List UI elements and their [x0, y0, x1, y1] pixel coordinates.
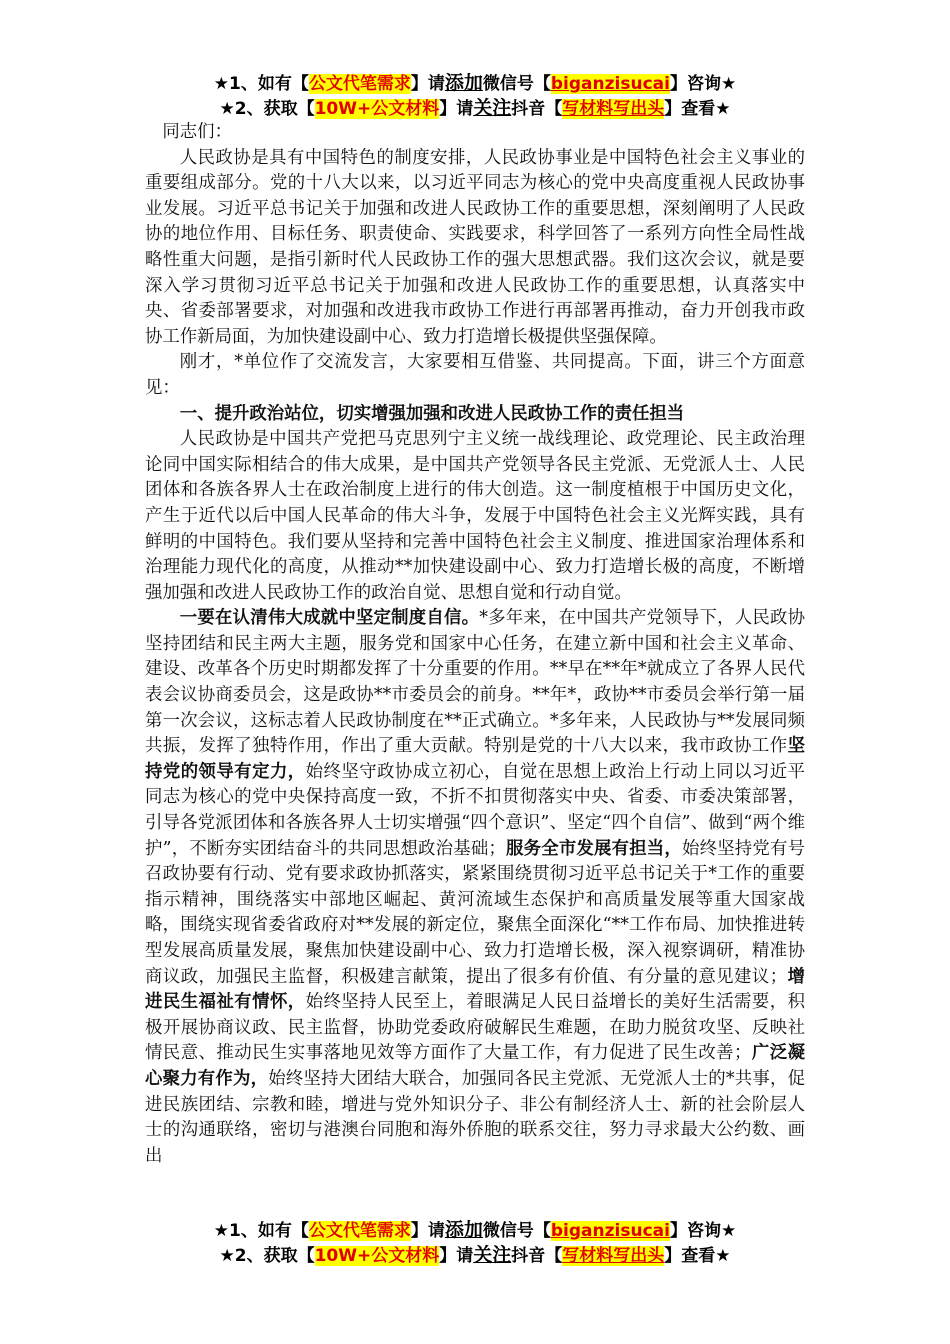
banner-text: 】请: [410, 74, 445, 94]
body-text: *多年来，在中国共产党领导下，人民政协坚持团结和民主两大主题，服务党和国家中心任务，在建立新中国和社会主义革命、建设、改革各个历史时期都发挥了十分重要的作用。**早在**年*就成立了各界人民代表会议协商委员会，这是政协**市委员会的前身。**年*，政协**市委员会举行第一届第一次会议，这标志着人民政协制度在**正式确立。*多年来，人民政协与**发展同频共振，发挥了独特作用，作出了重大贡献。特别是党的十八大以来，我市政协工作: [145, 608, 805, 757]
body-text: 始终坚持人民至上，着眼满足人民日益增长的美好生活需要，积极开展协商议政、民主监督，协助党委政府破解民生难题，在助力脱贫攻坚、反映社情民意、推动民生实事落地见效等方面作了大量工作，有力促进了民生改善；: [145, 992, 805, 1064]
banner-text: 】请: [410, 1221, 445, 1241]
highlight-tag: 10W+公文材料: [314, 1246, 440, 1266]
banner-text: 】咨询★: [669, 1221, 737, 1241]
highlight-tag: 公文代笔需求: [308, 1221, 411, 1241]
douyin-tag: 写材料写出头: [562, 1246, 665, 1266]
banner-text: 抖音【: [511, 1246, 563, 1266]
bold-point: 增进民生福祉有情怀，: [145, 966, 805, 1013]
banner-text: ★1、如有【: [213, 74, 309, 94]
emphasis-text: 关注: [473, 1244, 512, 1266]
highlight-tag: 10W+公文材料: [314, 99, 440, 119]
banner-text: 】请: [439, 1246, 474, 1266]
promo-banner-bottom-line2: [0, 1242, 950, 1269]
body-text: 始终坚守政协成立初心，自觉在思想上政治上行动上同以习近平同志为核心的党中央保持高度一致，不折不扣贯彻落实中央、省委、市委决策部署，引导各党派团体和各族各界人士切实增强“四个意识”、坚定“四个自信”、做到“两个维护”，不断夯实团结奋斗的共同思想政治基础；: [145, 761, 805, 859]
promo-banner-top-line2: [0, 95, 950, 122]
emphasis-text: 添加: [444, 1219, 483, 1241]
banner-text: 】咨询★: [669, 74, 737, 94]
banner-text: 微信号【: [482, 74, 551, 94]
paragraph-achievements: [145, 606, 805, 1169]
banner-text: ★2、获取【: [219, 1246, 315, 1266]
banner-text: 】查看★: [664, 1246, 731, 1266]
banner-text: ★2、获取【: [219, 99, 315, 119]
bold-point: 坚持党的领导有定力，: [145, 736, 805, 782]
banner-text: 】查看★: [664, 99, 731, 119]
douyin-tag: 写材料写出头: [562, 99, 665, 119]
banner-text: 抖音【: [511, 99, 563, 119]
emphasis-text: 添加: [444, 72, 483, 94]
bold-point: 服务全市发展有担当，: [505, 838, 682, 859]
paragraph-transition: 刚才，*单位作了交流发言，大家要相互借鉴、共同提高。下面，讲三个方面意见：: [145, 352, 805, 398]
banner-text: 】请: [439, 99, 474, 119]
wechat-id-tag: biganzisucai: [550, 74, 670, 94]
document-body: [145, 120, 805, 1169]
wechat-id-tag: biganzisucai: [550, 1221, 670, 1241]
bold-point: 广泛凝心聚力有作为，: [145, 1043, 805, 1089]
banner-text: ★1、如有【: [213, 1221, 309, 1241]
paragraph-section1: 人民政协是中国共产党把马克思列宁主义统一战线理论、政党理论、民主政治理论同中国实际相结合的伟大成果，是中国共产党领导各民主党派、无党派人士、人民团体和各族各界人士在政治制度上进行的伟大创造。这一制度植根于中国历史文化，产生于近代以后中国人民革命的伟大斗争，发展于中国特色社会主义光辉实践，具有鲜明的中国特色。我们要从坚持和完善中国特色社会主义制度、推进国家治理体系和治理能力现代化的高度，从推动**加快建设副中心、致力打造增长极的高度，不断增强加强和改进人民政协工作的政治自觉、思想自觉和行动自觉。: [145, 429, 805, 603]
bold-lead: 一要在认清伟大成就中坚定制度自信。: [179, 608, 480, 629]
paragraph-intro: 人民政协是具有中国特色的制度安排，人民政协事业是中国特色社会主义事业的重要组成部分。党的十八大以来，以习近平同志为核心的党中央高度重视人民政协事业发展。习近平总书记关于加强和改进人民政协工作的重要思想，深刻阐明了人民政协的地位作用、目标任务、职责使命、实践要求，科学回答了一系列方向性全局性战略性重大问题，是指引新时代人民政协工作的强大思想武器。我们这次会议，就是要深入学习贯彻习近平总书记关于加强和改进人民政协工作的重要思想，认真落实中央、省委部署要求，对加强和改进我市政协工作进行再部署再推动，奋力开创我市政协工作新局面，为加快建设副中心、致力打造增长极提供坚强保障。: [145, 147, 805, 347]
banner-text: 微信号【: [482, 1221, 551, 1241]
section-heading-1: 一、提升政治站位，切实增强加强和改进人民政协工作的责任担当: [179, 403, 685, 424]
body-text: 始终坚持大团结大联合，加强同各民主党派、无党派人士的*共事，促进民族团结、宗教和睦，增进与党外知识分子、非公有制经济人士、新的社会阶层人士的沟通联络，密切与港澳台同胞和海外侨胞的联系交往，努力寻求最大公约数、画出: [145, 1068, 805, 1166]
body-text: 始终坚持党有号召政协要有行动、党有要求政协抓落实，紧紧围绕贯彻习近平总书记关于*工作的重要指示精神，围绕落实中部地区崛起、黄河流域生态保护和高质量发展等重大国家战略，围绕实现省委省政府对**发展的新定位，聚焦全面深化“**工作布局、加快推进转型发展高质量发展，聚焦加快建设副中心、致力打造增长极，深入视察调研，精准协商议政，加强民主监督，积极建言献策，提出了很多有价值、有分量的意见建议；: [145, 838, 805, 987]
promo-banner-bottom-line1: [0, 1217, 950, 1244]
salutation: 同志们：: [162, 122, 232, 142]
highlight-tag: 公文代笔需求: [308, 74, 411, 94]
promo-banner-top-line1: [0, 70, 950, 97]
emphasis-text: 关注: [473, 97, 512, 119]
